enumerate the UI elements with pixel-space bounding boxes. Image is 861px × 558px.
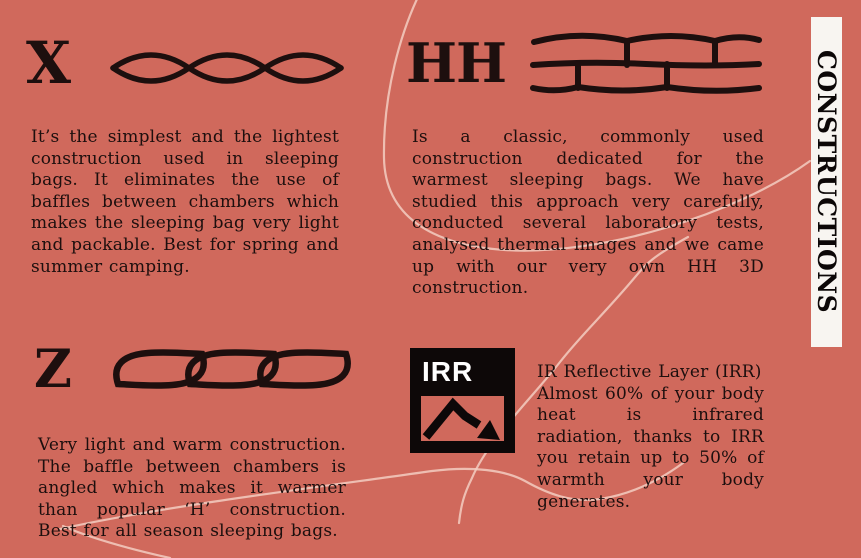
- x-construction-diagram: [110, 49, 344, 89]
- x-section-symbol: X: [26, 29, 71, 97]
- irr-section-body: Almost 60% of your body heat is infrared radiation, thanks to IRR you retain up to 50% of warmth your body generates.: [537, 383, 764, 512]
- hh-section-description: Is a classic, commonly used construction dedicated for the warmest sleeping bags. We have studied this approach very carefully, conducted several laboratory tests, analysed thermal images and we came up with our very own HH 3D construction.: [412, 127, 764, 299]
- irr-section-description: [537, 362, 764, 513]
- irr-icon-label: IRR: [422, 356, 474, 387]
- z-construction-diagram: [110, 346, 355, 402]
- irr-section-title: IR Reflective Layer (IRR): [537, 362, 762, 382]
- constructions-vertical-banner: [811, 17, 842, 347]
- constructions-banner-label: CONSTRUCTIONS: [812, 50, 841, 314]
- z-section-description: Very light and warm construction. The baffle between chambers is angled which makes it warmer than popular ‘H’ construction. Best for all season sleeping bags.: [38, 435, 346, 542]
- hh-construction-diagram: [528, 28, 764, 94]
- irr-icon: [410, 348, 515, 453]
- z-section-symbol: Z: [34, 339, 71, 400]
- x-section-description: It’s the simplest and the lightest construction used in sleeping bags. It eliminates the use of baffles between chambers which makes the sleeping bag very light and packable. Best for spring and summer camping.: [31, 127, 339, 277]
- hh-section-symbol: HH: [406, 31, 507, 95]
- irr-reflection-arrow-icon: [421, 396, 504, 441]
